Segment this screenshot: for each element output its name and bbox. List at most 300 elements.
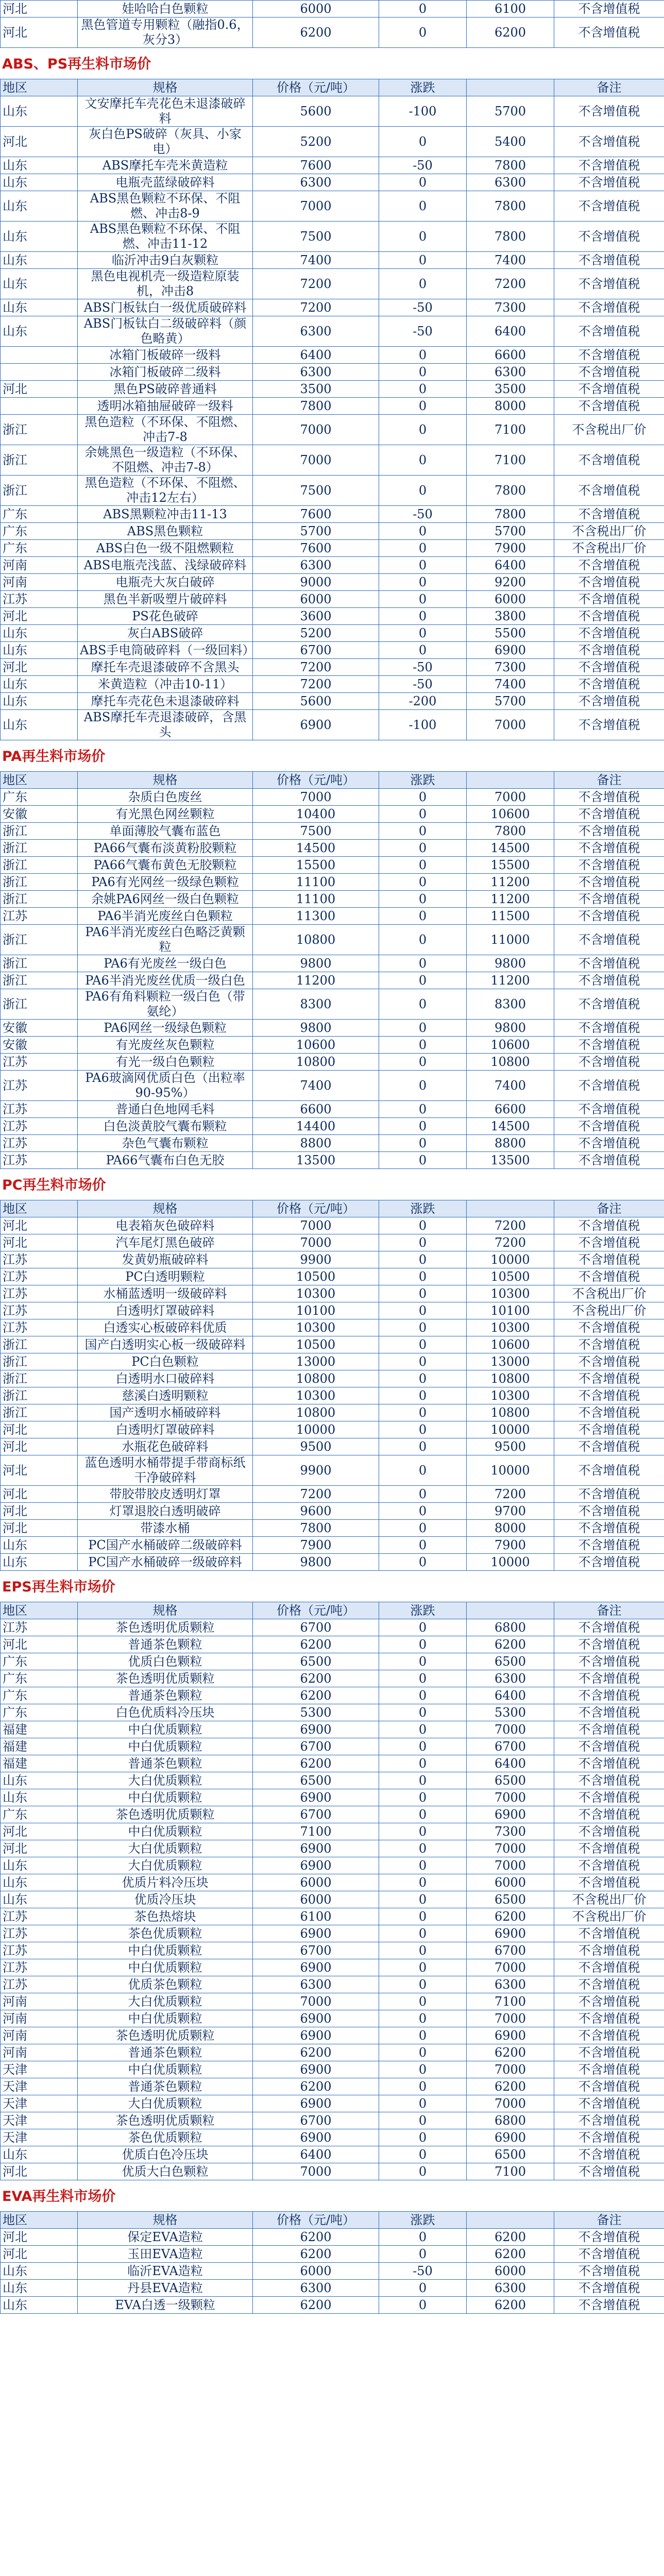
header-prev (467, 1200, 554, 1217)
cell-change: 0 (379, 252, 467, 269)
cell-region: 天津 (1, 2078, 78, 2095)
table-row (1, 574, 664, 591)
table-row (1, 1704, 664, 1721)
cell-note: 不含增值税 (554, 1857, 664, 1874)
cell-region: 山东 (1, 2297, 78, 2314)
cell-price: 6900 (253, 1721, 379, 1738)
header-region: 地区 (1, 1200, 78, 1217)
table-row (1, 823, 664, 840)
cell-spec: PA6有光网丝一级绿色颗粒 (78, 874, 253, 891)
cell-price: 10800 (253, 1054, 379, 1071)
cell-price: 11100 (253, 874, 379, 891)
cell-region: 河北 (1, 18, 78, 48)
cell-note: 不含增值税 (554, 2229, 664, 2246)
cell-note: 不含增值税 (554, 222, 664, 252)
cell-note: 不含增值税 (554, 1503, 664, 1520)
cell-prev: 7300 (467, 299, 554, 316)
cell-spec: 杂色气囊布颗粒 (78, 1135, 253, 1152)
cell-region: 广东 (1, 789, 78, 806)
cell-prev: 7800 (467, 191, 554, 222)
header-note: 备注 (554, 79, 664, 96)
cell-note: 不含增值税 (554, 1217, 664, 1234)
cell-note: 不含增值税 (554, 972, 664, 989)
cell-spec: 余姚PA6网丝一级白色颗粒 (78, 891, 253, 908)
cell-spec: PA6有角料颗粒一级白色（带氨纶） (78, 989, 253, 1020)
table-row (1, 1370, 664, 1387)
cell-note: 不含增值税 (554, 1721, 664, 1738)
cell-prev: 6300 (467, 1976, 554, 1993)
cell-price: 6200 (253, 18, 379, 48)
cell-prev: 7300 (467, 1823, 554, 1840)
cell-change: 0 (379, 1976, 467, 1993)
section-title: EPS再生料市场价 (2, 1579, 115, 1595)
cell-region: 江苏 (1, 1135, 78, 1152)
cell-region: 江苏 (1, 1285, 78, 1302)
header-price: 价格（元/吨） (253, 1200, 379, 1217)
cell-spec: 白透明灯罩破碎料 (78, 1421, 253, 1438)
cell-spec: 茶色透明优质颗粒 (78, 2112, 253, 2129)
cell-region: 江苏 (1, 1619, 78, 1636)
cell-prev: 6900 (467, 1806, 554, 1823)
cell-change: 0 (379, 1020, 467, 1037)
cell-spec: 余姚黑色一级造粒（不环保、不阻燃、冲击7-8） (78, 445, 253, 476)
cell-region: 天津 (1, 2129, 78, 2146)
cell-spec: PC白色颗粒 (78, 1353, 253, 1370)
header-note: 备注 (554, 2212, 664, 2229)
table-row (1, 1755, 664, 1772)
cell-change: 0 (379, 557, 467, 574)
cell-price: 6900 (253, 1840, 379, 1857)
cell-prev: 7400 (467, 1071, 554, 1101)
cell-spec: 发黄奶瓶破碎料 (78, 1251, 253, 1268)
cell-change: 0 (379, 523, 467, 540)
table-row (1, 1874, 664, 1891)
cell-note: 不含增值税 (554, 1537, 664, 1554)
section-title: PA再生料市场价 (2, 749, 106, 765)
cell-prev: 8300 (467, 989, 554, 1020)
cell-prev: 6400 (467, 557, 554, 574)
cell-region: 江苏 (1, 1101, 78, 1118)
cell-note: 不含增值税 (554, 1071, 664, 1101)
cell-spec: 电瓶壳蓝绿破碎料 (78, 174, 253, 191)
cell-change: 0 (379, 1217, 467, 1234)
section-pc (0, 1171, 664, 1571)
cell-change: 0 (379, 1251, 467, 1268)
cell-region: 浙江 (1, 823, 78, 840)
cell-note: 不含增值税 (554, 1738, 664, 1755)
cell-price: 7000 (253, 2163, 379, 2180)
header-spec: 规格 (78, 79, 253, 96)
cell-prev: 13500 (467, 1152, 554, 1169)
header-region: 地区 (1, 772, 78, 789)
cell-prev: 9200 (467, 574, 554, 591)
cell-note: 不含增值税 (554, 1840, 664, 1857)
cell-note: 不含增值税 (554, 1942, 664, 1959)
cell-price: 6200 (253, 1636, 379, 1653)
cell-price: 7000 (253, 1993, 379, 2010)
cell-region: 山东 (1, 693, 78, 710)
cell-prev: 11200 (467, 874, 554, 891)
cell-spec: 黑色造粒（不环保、不阻燃、冲击12左右） (78, 476, 253, 506)
table-row (1, 659, 664, 676)
cell-region: 浙江 (1, 1387, 78, 1404)
cell-spec: 灯罩退胶白透明破碎 (78, 1503, 253, 1520)
cell-prev: 7800 (467, 222, 554, 252)
cell-change: 0 (379, 1152, 467, 1169)
cell-region: 广东 (1, 1653, 78, 1670)
table-row (1, 925, 664, 955)
table-row (1, 1054, 664, 1071)
cell-price: 9000 (253, 574, 379, 591)
cell-prev: 6900 (467, 1925, 554, 1942)
cell-price: 6600 (253, 1101, 379, 1118)
cell-price: 9900 (253, 1251, 379, 1268)
cell-spec: 有光废丝灰色颗粒 (78, 1037, 253, 1054)
cell-spec: 冰箱门板破碎一级料 (78, 347, 253, 364)
cell-region: 山东 (1, 710, 78, 740)
cell-change: 0 (379, 445, 467, 476)
cell-change: 0 (379, 2129, 467, 2146)
cell-note: 不含增值税 (554, 1404, 664, 1421)
cell-change: 0 (379, 347, 467, 364)
table-row (1, 1537, 664, 1554)
cell-change: 0 (379, 591, 467, 608)
table-row (1, 1520, 664, 1537)
header-region: 地区 (1, 79, 78, 96)
cell-prev: 7300 (467, 659, 554, 676)
section-abs (0, 50, 664, 740)
cell-region: 浙江 (1, 840, 78, 857)
cell-note: 不含增值税 (554, 891, 664, 908)
cell-region: 山东 (1, 269, 78, 299)
cell-note: 不含增值税 (554, 1925, 664, 1942)
cell-note: 不含增值税 (554, 1687, 664, 1704)
cell-change: 0 (379, 1135, 467, 1152)
cell-price: 6900 (253, 2010, 379, 2027)
cell-note: 不含增值税 (554, 608, 664, 625)
cell-prev: 10300 (467, 1387, 554, 1404)
cell-region: 河北 (1, 1840, 78, 1857)
cell-prev: 15500 (467, 857, 554, 874)
cell-prev: 7000 (467, 710, 554, 740)
cell-spec: 临沂冲击9白灰颗粒 (78, 252, 253, 269)
cell-spec: 白透明水口破碎料 (78, 1370, 253, 1387)
cell-spec: 白色优质料冷压块 (78, 1704, 253, 1721)
cell-change: 0 (379, 891, 467, 908)
cell-spec: ABS摩托车壳米黄造粒 (78, 157, 253, 174)
cell-spec: 黑色半新吸塑片破碎料 (78, 591, 253, 608)
cell-price: 6900 (253, 2095, 379, 2112)
cell-region: 福建 (1, 1738, 78, 1755)
cell-note: 不含增值税 (554, 2061, 664, 2078)
cell-change: 0 (379, 2163, 467, 2180)
cell-note: 不含增值税 (554, 1789, 664, 1806)
cell-prev: 11200 (467, 891, 554, 908)
cell-spec: PA66气囊布白色无胶 (78, 1152, 253, 1169)
cell-change: 0 (379, 2095, 467, 2112)
cell-prev: 7900 (467, 540, 554, 557)
cell-price: 7900 (253, 1537, 379, 1554)
cell-region: 广东 (1, 506, 78, 523)
cell-spec: 优质白色颗粒 (78, 1653, 253, 1670)
cell-spec: 中白优质颗粒 (78, 1959, 253, 1976)
cell-change: 0 (379, 1721, 467, 1738)
table-row (1, 347, 664, 364)
cell-note: 不含增值税 (554, 2263, 664, 2280)
cell-change: 0 (379, 1925, 467, 1942)
table-row (1, 1738, 664, 1755)
cell-note: 不含增值税 (554, 347, 664, 364)
cell-change: 0 (379, 789, 467, 806)
table-row (1, 2061, 664, 2078)
cell-note: 不含增值税 (554, 659, 664, 676)
cell-prev: 6100 (467, 1, 554, 18)
cell-prev: 6400 (467, 316, 554, 347)
cell-prev: 6300 (467, 2280, 554, 2297)
cell-price: 10800 (253, 1404, 379, 1421)
cell-change: 0 (379, 574, 467, 591)
cell-prev: 6400 (467, 1755, 554, 1772)
table-row (1, 1438, 664, 1455)
section-title: PC再生料市场价 (2, 1177, 106, 1193)
table-row (1, 1959, 664, 1976)
cell-region: 河南 (1, 574, 78, 591)
cell-region: 山东 (1, 676, 78, 693)
cell-region: 福建 (1, 1721, 78, 1738)
cell-price: 6200 (253, 2246, 379, 2263)
cell-spec: 普通茶色颗粒 (78, 2044, 253, 2061)
cell-region: 浙江 (1, 955, 78, 972)
table-row (1, 2297, 664, 2314)
table-row (1, 1101, 664, 1118)
table-row (1, 1721, 664, 1738)
table-row (1, 1636, 664, 1653)
cell-region: 河北 (1, 2229, 78, 2246)
cell-spec: 娃哈哈白色颗粒 (78, 1, 253, 18)
cell-note: 不含增值税 (554, 398, 664, 415)
cell-spec: 优质大白色颗粒 (78, 2163, 253, 2180)
cell-spec: 水桶蓝透明一级破碎料 (78, 1285, 253, 1302)
table-header-row (1, 1602, 664, 1619)
cell-region: 河北 (1, 659, 78, 676)
cell-spec: 中白优质颗粒 (78, 1942, 253, 1959)
cell-region: 河北 (1, 1636, 78, 1653)
cell-price: 6700 (253, 1806, 379, 1823)
cell-note: 不含增值税 (554, 1387, 664, 1404)
cell-region: 山东 (1, 1789, 78, 1806)
cell-note: 不含增值税 (554, 1421, 664, 1438)
cell-price: 7600 (253, 506, 379, 523)
cell-prev: 6200 (467, 2229, 554, 2246)
cell-spec: PA6网丝一级绿色颗粒 (78, 1020, 253, 1037)
cell-spec: 慈溪白透明颗粒 (78, 1387, 253, 1404)
table-row (1, 1302, 664, 1319)
cell-prev: 7800 (467, 476, 554, 506)
cell-change: 0 (379, 2044, 467, 2061)
cell-region: 河南 (1, 1993, 78, 2010)
cell-spec: PA6有光废丝一级白色 (78, 955, 253, 972)
cell-note: 不含增值税 (554, 2163, 664, 2180)
table-row (1, 252, 664, 269)
table-row (1, 806, 664, 823)
header-prev (467, 772, 554, 789)
cell-price: 11300 (253, 908, 379, 925)
cell-spec: 带漆水桶 (78, 1520, 253, 1537)
cell-prev: 7000 (467, 789, 554, 806)
header-region: 地区 (1, 1602, 78, 1619)
cell-change: 0 (379, 2280, 467, 2297)
cell-change: 0 (379, 1959, 467, 1976)
cell-price: 6200 (253, 1687, 379, 1704)
cell-prev: 7400 (467, 252, 554, 269)
cell-price: 7000 (253, 191, 379, 222)
cell-note: 不含增值税 (554, 191, 664, 222)
cell-change: 0 (379, 1704, 467, 1721)
cell-spec: ABS门板钛白二级破碎料（颜色略黄） (78, 316, 253, 347)
cell-spec: 大白优质颗粒 (78, 1840, 253, 1857)
cell-region: 广东 (1, 540, 78, 557)
cell-change: 0 (379, 1520, 467, 1537)
cell-region: 河北 (1, 1455, 78, 1486)
cell-spec: 黑色管道专用颗粒（融指0.6，灰分3） (78, 18, 253, 48)
cell-region: 山东 (1, 625, 78, 642)
cell-prev: 6300 (467, 364, 554, 381)
cell-spec: PA6半消光废丝白色略泛黄颗粒 (78, 925, 253, 955)
cell-change: 0 (379, 1687, 467, 1704)
cell-note: 不含增值税 (554, 476, 664, 506)
cell-region: 山东 (1, 299, 78, 316)
cell-region: 浙江 (1, 415, 78, 445)
cell-prev: 7800 (467, 506, 554, 523)
cell-region: 天津 (1, 2095, 78, 2112)
cell-change: 0 (379, 857, 467, 874)
table-header-row (1, 2212, 664, 2229)
cell-prev: 7100 (467, 415, 554, 445)
table-row (1, 642, 664, 659)
cell-spec: 茶色优质颗粒 (78, 1925, 253, 1942)
cell-region: 浙江 (1, 857, 78, 874)
cell-price: 14400 (253, 1118, 379, 1135)
table-row (1, 1942, 664, 1959)
cell-price: 6200 (253, 2078, 379, 2095)
cell-price: 6300 (253, 316, 379, 347)
table-row (1, 2044, 664, 2061)
cell-prev: 6200 (467, 2246, 554, 2263)
table-row (1, 2146, 664, 2163)
cell-spec: 汽车尾灯黑色破碎 (78, 1234, 253, 1251)
cell-prev: 6200 (467, 18, 554, 48)
price-table (0, 1200, 664, 1571)
cell-region: 河北 (1, 2163, 78, 2180)
cell-price: 10300 (253, 1319, 379, 1336)
cell-region: 江苏 (1, 908, 78, 925)
cell-spec: 优质白色冷压块 (78, 2146, 253, 2163)
cell-region: 江苏 (1, 1251, 78, 1268)
cell-price: 10800 (253, 1370, 379, 1387)
cell-spec: 普通白色地网毛料 (78, 1101, 253, 1118)
cell-note: 不含增值税 (554, 1755, 664, 1772)
cell-change: 0 (379, 1908, 467, 1925)
cell-spec: 中白优质颗粒 (78, 1823, 253, 1840)
cell-change: 0 (379, 1503, 467, 1520)
cell-note: 不含增值税 (554, 1101, 664, 1118)
table-row (1, 506, 664, 523)
cell-prev: 10600 (467, 1037, 554, 1054)
cell-prev: 10800 (467, 1054, 554, 1071)
cell-region: 浙江 (1, 925, 78, 955)
cell-change: 0 (379, 1537, 467, 1554)
cell-region: 浙江 (1, 1370, 78, 1387)
table-row (1, 1486, 664, 1503)
cell-price: 6000 (253, 1, 379, 18)
cell-change: -50 (379, 157, 467, 174)
cell-note: 不含增值税 (554, 1653, 664, 1670)
cell-spec: PA6玻滴网优质白色（出粒率90-95%） (78, 1071, 253, 1101)
cell-region: 广东 (1, 1670, 78, 1687)
table-row (1, 269, 664, 299)
cell-price: 7400 (253, 252, 379, 269)
cell-region: 河北 (1, 1438, 78, 1455)
cell-price: 8300 (253, 989, 379, 1020)
cell-spec: 有光黑色网丝颗粒 (78, 806, 253, 823)
cell-price: 6300 (253, 2280, 379, 2297)
cell-spec: 普通茶色颗粒 (78, 1636, 253, 1653)
cell-change: -50 (379, 659, 467, 676)
cell-change: 0 (379, 1653, 467, 1670)
cell-prev: 11000 (467, 925, 554, 955)
cell-spec: 大白优质颗粒 (78, 1993, 253, 2010)
cell-prev: 7200 (467, 269, 554, 299)
cell-price: 6200 (253, 2044, 379, 2061)
header-change: 涨跌 (379, 1200, 467, 1217)
cell-prev: 7000 (467, 2095, 554, 2112)
cell-note: 不含增值税 (554, 1823, 664, 1840)
table-row (1, 1251, 664, 1268)
cell-prev: 10800 (467, 1404, 554, 1421)
cell-note: 不含税出厂价 (554, 1891, 664, 1908)
cell-note: 不含增值税 (554, 789, 664, 806)
cell-spec: 保定EVA造粒 (78, 2229, 253, 2246)
cell-spec: 中白优质颗粒 (78, 1721, 253, 1738)
cell-price: 13500 (253, 1152, 379, 1169)
cell-price: 9800 (253, 955, 379, 972)
cell-spec: ABS黑色颗粒 (78, 523, 253, 540)
cell-change: 0 (379, 540, 467, 557)
table-header-row (1, 1200, 664, 1217)
cell-note: 不含增值税 (554, 1336, 664, 1353)
cell-price: 7200 (253, 659, 379, 676)
cell-change: 0 (379, 1840, 467, 1857)
cell-price: 6900 (253, 1857, 379, 1874)
cell-change: 0 (379, 1336, 467, 1353)
table-row (1, 1, 664, 18)
cell-spec: 冰箱门板破碎二级料 (78, 364, 253, 381)
table-row (1, 299, 664, 316)
cell-spec: 大白优质颗粒 (78, 1772, 253, 1789)
cell-change: 0 (379, 398, 467, 415)
cell-price: 5200 (253, 127, 379, 157)
cell-note: 不含增值税 (554, 1234, 664, 1251)
cell-price: 7000 (253, 1217, 379, 1234)
cell-price: 6300 (253, 174, 379, 191)
cell-spec: 黑色PS破碎普通料 (78, 381, 253, 398)
cell-spec: 大白优质颗粒 (78, 2095, 253, 2112)
cell-prev: 6600 (467, 347, 554, 364)
cell-change: 0 (379, 1772, 467, 1789)
header-spec: 规格 (78, 1200, 253, 1217)
cell-region: 山东 (1, 1772, 78, 1789)
cell-change: 0 (379, 955, 467, 972)
